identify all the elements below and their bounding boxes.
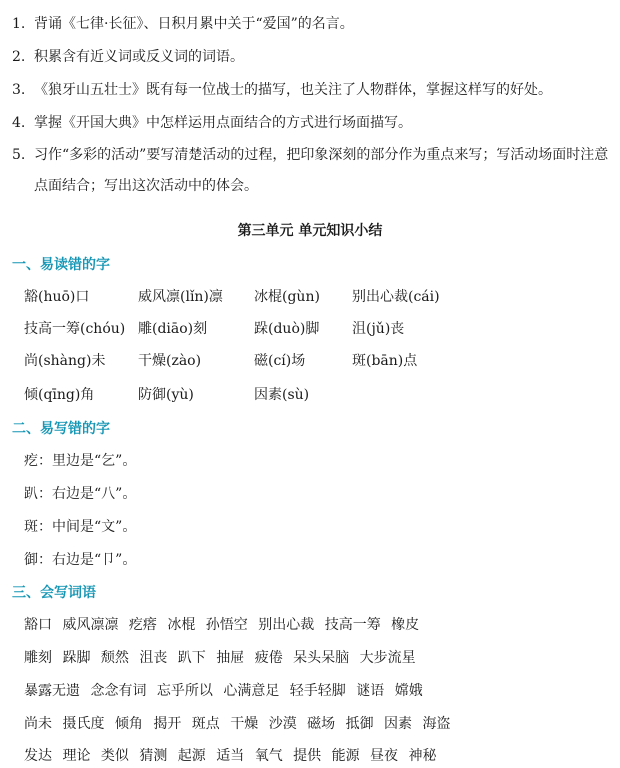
word-cell: 斑(bān)点 [352,353,418,369]
word-cell: 干燥(zào) [138,353,202,369]
word-list-row: 豁口 威风凛凛 疙瘩 冰棍 孙悟空 别出心裁 技高一筹 橡皮 [24,617,420,633]
table-row [24,384,614,404]
word-cell: 技高一筹(chóu) [24,321,126,337]
item-number: 2. [12,49,26,65]
word-cell: 跺(duò)脚 [254,321,320,337]
list-item [12,14,612,34]
word-cell: 磁(cí)场 [254,353,306,369]
list-item [12,140,612,202]
item-text: 背诵《七律·长征》、日积月累中关于“爱国”的名言。 [34,16,354,32]
section-heading-miswritten-chars: 二、易写错的字 [12,421,110,437]
word-cell: 尚(shàng)未 [24,353,106,369]
list-item: 御：右边是“卩”。 [24,552,137,568]
word-cell: 倾(qīng)角 [24,387,95,403]
item-text: 《狼牙山五壮士》既有每一位战士的描写，也关注了人物群体，掌握这样写的好处。 [34,82,552,98]
word-list-row: 尚未 摄氏度 倾角 揭开 斑点 干燥 沙漠 磁场 抵御 因素 海盗 [24,716,451,732]
word-cell: 威风凛(lǐn)凛 [138,289,223,305]
learning-goals-list [12,14,612,215]
list-item: 疙：里边是“乞”。 [24,453,137,469]
list-item: 斑：中间是“文”。 [24,519,137,535]
table-row [24,350,614,370]
word-cell: 冰棍(gùn) [254,289,320,305]
word-list-row: 暴露无遗 念念有词 忘乎所以 心满意足 轻手轻脚 谜语 嫦娥 [24,683,423,699]
word-cell: 因素(sù) [254,387,310,403]
unit-title: 第三单元 单元知识小结 [237,223,383,239]
word-cell: 别出心裁(cái) [352,289,440,305]
item-text: 习作“多彩的活动”要写清楚活动的过程，把印象深刻的部分作为重点来写；写活动场面时注意点面结合；写出这次活动中的体会。 [34,147,609,194]
list-item [12,47,612,67]
section-heading-misread-chars: 一、易读错的字 [12,257,110,273]
list-item: 趴：右边是“八”。 [24,486,137,502]
table-row [24,318,614,338]
word-cell: 雕(diāo)刻 [138,321,208,337]
list-item [12,113,612,133]
item-text: 掌握《开国大典》中怎样运用点面结合的方式进行场面描写。 [34,115,412,131]
item-number: 4. [12,115,26,131]
section-heading-words-to-write: 三、会写词语 [12,585,96,601]
word-list-row: 发达 理论 类似 猜测 起源 适当 氧气 提供 能源 昼夜 神秘 [24,748,437,764]
item-number: 5. [12,147,26,163]
item-number: 1. [12,16,26,32]
word-cell: 防御(yù) [138,387,194,403]
list-item [12,80,612,100]
word-cell: 沮(jǔ)丧 [352,321,405,337]
item-text: 积累含有近义词或反义词的词语。 [34,49,244,65]
word-list-row: 雕刻 跺脚 颓然 沮丧 趴下 抽屉 疲倦 呆头呆脑 大步流星 [24,650,416,666]
word-cell: 豁(huō)口 [24,289,90,305]
item-number: 3. [12,82,26,98]
table-row [24,286,614,306]
